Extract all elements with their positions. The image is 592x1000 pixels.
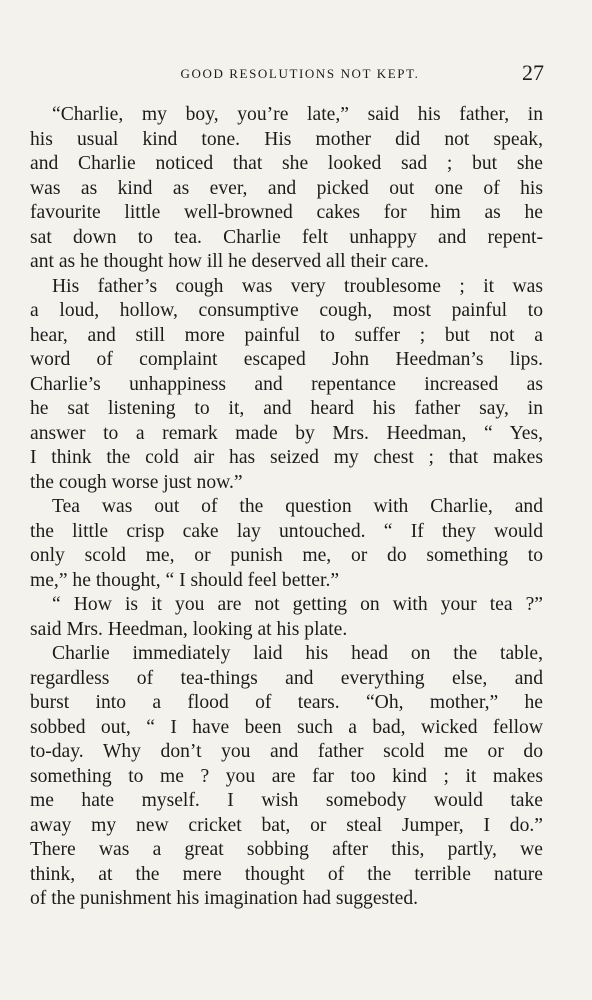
text-line: his usual kind tone. His mother did not speak,: [30, 128, 543, 150]
text-line: me hate myself. I wish somebody would take: [30, 790, 543, 811]
text-line: Charlie immediately laid his head on the table,: [52, 643, 543, 664]
text-line: His father’s cough was very troublesome ; it was: [52, 275, 543, 297]
text-line: said Mrs. Heedman, looking at his plate.: [30, 618, 348, 640]
page-number: 27: [522, 60, 544, 85]
text-line: only scold me, or punish me, or do something to: [30, 545, 543, 566]
text-line: and Charlie noticed that she looked sad ; but she: [30, 153, 543, 174]
text-line: the little crisp cake lay untouched. “ If they would: [30, 520, 543, 542]
text-line: to-day. Why don’t you and father scold me or do: [30, 741, 543, 762]
text-line: regardless of tea-things and everything else, and: [30, 667, 543, 689]
text-line: “ How is it you are not getting on with your tea ?”: [52, 594, 543, 615]
text-line: There was a great sobbing after this, partly, we: [30, 839, 543, 860]
text-line: “Charlie, my boy, you’re late,” said his father, in: [52, 104, 543, 125]
text-line: sobbed out, “ I have been such a bad, wicked fellow: [30, 716, 543, 738]
text-line: me,” he thought, “ I should feel better.”: [30, 569, 340, 591]
page-header: [56, 60, 544, 84]
text-line: hear, and still more painful to suffer ; but not a: [30, 324, 543, 346]
text-line: burst into a flood of tears. “Oh, mother,” he: [30, 692, 543, 713]
text-line: he sat listening to it, and heard his father say, in: [30, 398, 543, 419]
text-line: Charlie’s unhappiness and repentance increased as: [30, 373, 543, 395]
running-title: GOOD RESOLUTIONS NOT KEPT.: [180, 66, 420, 81]
text-line: think, at the mere thought of the terrible nature: [30, 863, 543, 885]
text-line: away my new cricket bat, or steal Jumper, I do.”: [30, 814, 543, 836]
text-line: word of complaint escaped John Heedman’s lips.: [30, 349, 543, 370]
text-line: favourite little well-browned cakes for him as he: [30, 202, 543, 223]
body-text: [30, 103, 543, 912]
text-line: answer to a remark made by Mrs. Heedman, “ Yes,: [30, 422, 543, 444]
text-line: Tea was out of the question with Charlie, and: [52, 496, 543, 517]
text-line: ant as he thought how ill he deserved all their care.: [30, 251, 429, 272]
text-line: sat down to tea. Charlie felt unhappy and repent-: [30, 226, 543, 248]
text-line: something to me ? you are far too kind ; it makes: [30, 765, 543, 787]
text-line: I think the cold air has seized my chest ; that makes: [30, 447, 543, 468]
text-line: of the punishment his imagination had suggested.: [30, 888, 419, 909]
text-line: the cough worse just now.”: [30, 471, 243, 493]
text-line: was as kind as ever, and picked out one of his: [30, 177, 543, 199]
text-line: a loud, hollow, consumptive cough, most painful to: [30, 300, 543, 321]
